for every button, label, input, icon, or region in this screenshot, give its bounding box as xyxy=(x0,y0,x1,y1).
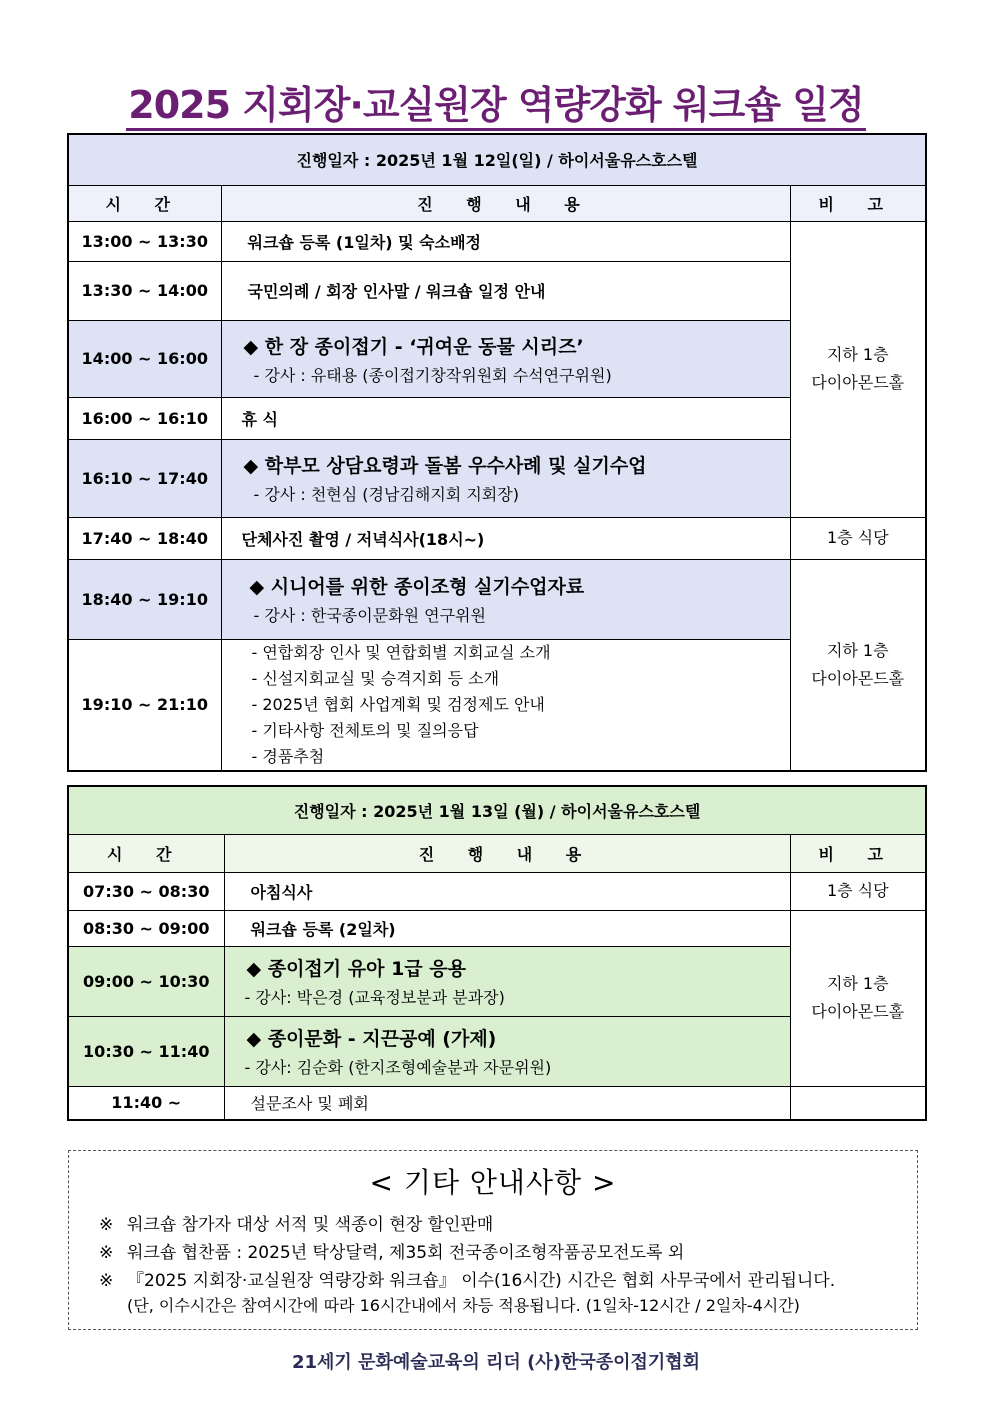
table-row: 10:30 ~ 11:40 ◆ 종이문화 - 지끈공예 (가제) - 강사: 김순화 (한지조형예술분과 자문위원) xyxy=(68,1016,926,1086)
col-time-header: 시 간 xyxy=(68,185,221,221)
page-title: 2025 지회장·교실원장 역량강화 워크숍 일정 xyxy=(0,74,992,129)
table-row: 14:00 ~ 16:00 ◆ 한 장 종이접기 - ‘귀여운 동물 시리즈’ - 강사 : 유태용 (종이접기창작위원회 수석연구위원) xyxy=(68,320,926,397)
footer-slogan: 21세기 문화예술교육의 리더 (사)한국종이접기협회 xyxy=(291,1352,701,1373)
col-content-header: 진 행 내 용 xyxy=(224,834,790,872)
table-row: 07:30 ~ 08:30 아침식사 1층 식당 xyxy=(68,872,926,910)
col-content-header: 진 행 내 용 xyxy=(221,185,790,221)
day2-header: 진행일자 : 2025년 1월 13일 (월) / 하이서울유스호스텔 xyxy=(68,786,926,834)
table-row: 08:30 ~ 09:00 워크숍 등록 (2일차) 지하 1층 다이아몬드홀 xyxy=(68,910,926,946)
note-basement-hall: 지하 1층 다이아몬드홀 xyxy=(790,221,926,517)
note-first-floor-dining: 1층 식당 xyxy=(790,872,926,910)
list-item-continuation: (단, 이수시간은 참여시간에 따라 16시간내에서 차등 적용됩니다. (1일차-12시간 / 2일차-4시간) xyxy=(127,1296,800,1315)
note-basement-hall: 지하 1층 다이아몬드홀 xyxy=(790,910,926,1086)
list-item: ※ 워크숍 협찬품 : 2025년 탁상달력, 제35회 전국종이조형작품공모전도록 외 xyxy=(99,1243,685,1263)
table-row: 13:30 ~ 14:00 국민의례 / 회장 인사말 / 워크숍 일정 안내 xyxy=(68,261,926,320)
table-row: 19:10 ~ 21:10 - 연합회장 인사 및 연합회별 지회교실 소개 - 신설지회교실 및 승격지회 등 소개 - 2025년 협회 사업계획 및 검정제도 안내 - 기타사항 전체토의 및 질의응답 - 경품추첨 xyxy=(68,639,926,771)
table-row: 16:10 ~ 17:40 ◆ 학부모 상담요령과 돌봄 우수사례 및 실기수업 - 강사 : 천현심 (경남김해지회 지회장) xyxy=(68,439,926,517)
col-note-header: 비 고 xyxy=(790,834,926,872)
table-row: 16:00 ~ 16:10 휴 식 xyxy=(68,397,926,439)
table-row: 17:40 ~ 18:40 단체사진 촬영 / 저녁식사(18시~) 1층 식당 xyxy=(68,517,926,559)
day1-schedule-table xyxy=(67,133,927,772)
list-item: ※ 워크숍 참가자 대상 서적 및 색종이 현장 할인판매 xyxy=(99,1215,494,1235)
session-list: - 연합회장 인사 및 연합회별 지회교실 소개 - 신설지회교실 및 승격지회 등 소개 - 2025년 협회 사업계획 및 검정제도 안내 - 기타사항 전체토의 및 질의응답 - 경품추첨 xyxy=(221,639,790,771)
table-row: 09:00 ~ 10:30 ◆ 종이접기 유아 1급 응용 - 강사: 박은경 (교육정보분과 분과장) xyxy=(68,946,926,1016)
list-item: ※ 『2025 지회장·교실원장 역량강화 워크숍』 이수(16시간) 시간은 협회 사무국에서 관리됩니다. xyxy=(99,1271,836,1291)
day1-header: 진행일자 : 2025년 1월 12일(일) / 하이서울유스호스텔 xyxy=(68,134,926,185)
day2-schedule-table xyxy=(67,785,927,1121)
table-row: 13:00 ~ 13:30 워크숍 등록 (1일차) 및 숙소배정 지하 1층 다이아몬드홀 xyxy=(68,221,926,261)
table-row: 18:40 ~ 19:10 ◆ 시니어를 위한 종이조형 실기수업자료 - 강사 : 한국종이문화원 연구위원 지하 1층 다이아몬드홀 xyxy=(68,559,926,639)
col-time-header: 시 간 xyxy=(68,834,224,872)
notes-title: < 기타 안내사항 > xyxy=(369,1166,617,1199)
note-first-floor-dining: 1층 식당 xyxy=(790,517,926,559)
table-row: 11:40 ~ 설문조사 및 폐회 xyxy=(68,1086,926,1120)
col-note-header: 비 고 xyxy=(790,185,926,221)
notes-box xyxy=(68,1150,918,1330)
note-basement-hall: 지하 1층 다이아몬드홀 xyxy=(790,559,926,771)
